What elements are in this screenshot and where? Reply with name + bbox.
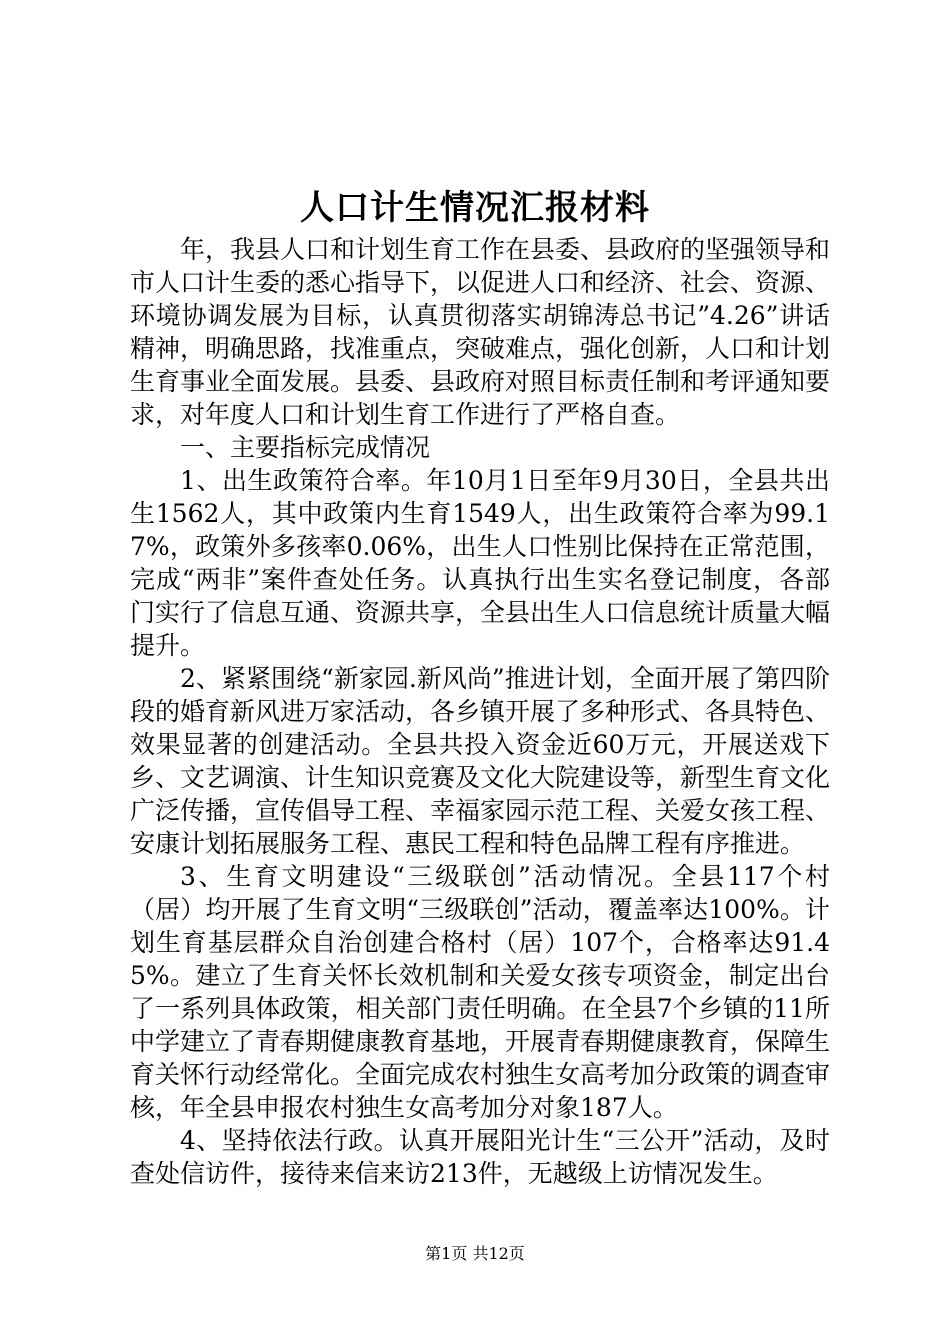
paragraph-lawful-admin: 4、坚持依法行政。认真开展阳光计生“三公开”活动，及时查处信访件，接待来信来访213件，无越级上访情况发生。	[130, 1126, 830, 1188]
document-body	[130, 233, 830, 1190]
section-heading: 一、主要指标完成情况	[180, 433, 431, 462]
paragraph-new-custom: 2、紧紧围绕“新家园.新风尚”推进计划，全面开展了第四阶段的婚育新风进万家活动，各乡镇开展了多种形式、各具特色、效果显著的创建活动。全县共投入资金近60万元，开展送戏下乡、文艺调演、计生知识竞赛及文化大院建设等，新型生育文化广泛传播，宣传倡导工程、幸福家园示范工程、关爱女孩工程、安康计划拓展服务工程、惠民工程和特色品牌工程有序推进。	[130, 664, 831, 858]
page-number: 第1页 共12页	[425, 1244, 525, 1263]
paragraph-birth-policy: 1、出生政策符合率。年10月1日至年9月30日，全县共出生1562人，其中政策内生育1549人，出生政策符合率为99.17%，政策外多孩率0.06%，出生人口性别比保持在正常范围，完成“两非”案件查处任务。认真执行出生实名登记制度，各部门实行了信息互通、资源共享，全县出生人口信息统计质量大幅提升。	[130, 466, 831, 660]
paragraph-three-level: 3、生育文明建设“三级联创”活动情况。全县117个村（居）均开展了生育文明“三级联创”活动，覆盖率达100%。计划生育基层群众自治创建合格村（居）107个，合格率达91.45%。建立了生育关怀长效机制和关爱女孩专项资金，制定出台了一系列具体政策，相关部门责任明确。在全县7个乡镇的11所中学建立了青春期健康教育基地，开展青春期健康教育，保障生育关怀行动经常化。全面完成农村独生女高考加分政策的调查审核，年全县申报农村独生女高考加分对象187人。	[130, 862, 831, 1122]
document-title: 人口计生情况汇报材料	[300, 188, 650, 228]
intro-paragraph: 年，我县人口和计划生育工作在县委、县政府的坚强领导和市人口计生委的悉心指导下，以促进人口和经济、社会、资源、环境协调发展为目标，认真贯彻落实胡锦涛总书记”4.26”讲话精神，明确思路，找准重点，突破难点，强化创新，人口和计划生育事业全面发展。县委、县政府对照目标责任制和考评通知要求，对年度人口和计划生育工作进行了严格自查。	[130, 235, 831, 429]
